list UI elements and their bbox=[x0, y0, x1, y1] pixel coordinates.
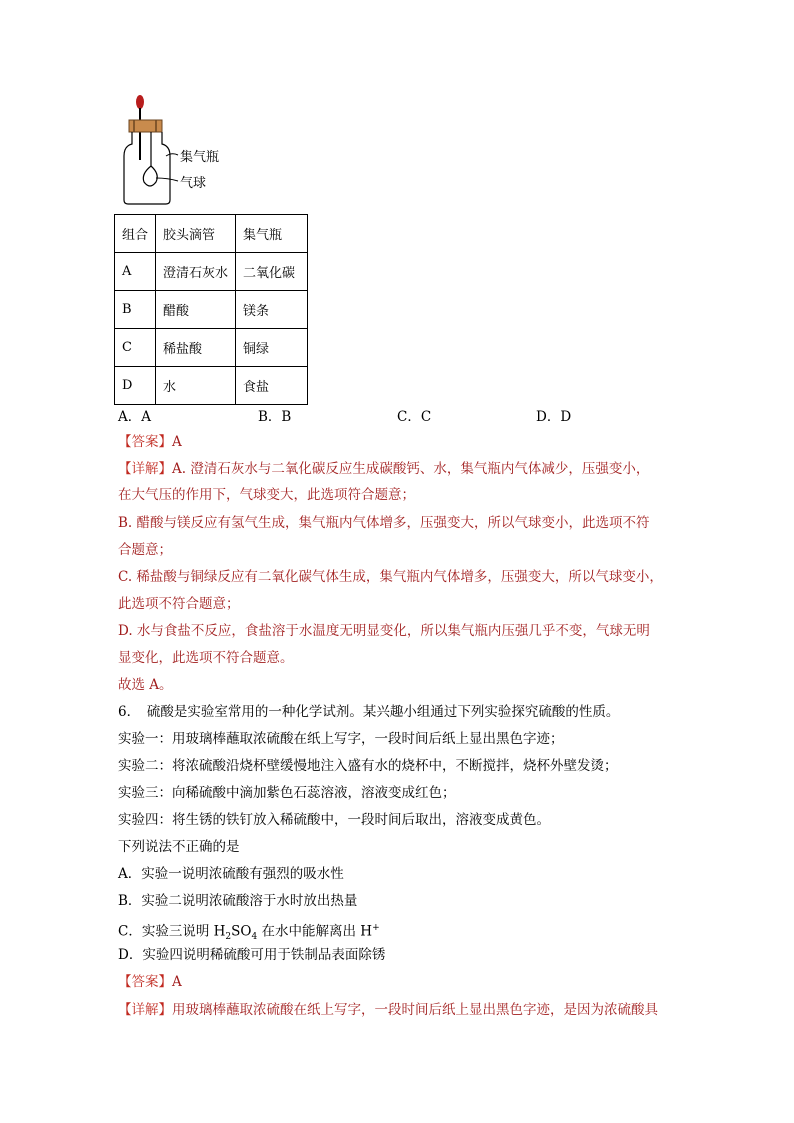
detail-line: 合题意； bbox=[118, 542, 172, 558]
table-cell: 食盐 bbox=[236, 367, 308, 405]
table-header-cell: 集气瓶 bbox=[236, 215, 308, 253]
table-row bbox=[115, 367, 308, 405]
detail-text: 用玻璃棒蘸取浓硫酸在纸上写字，一段时间后纸上显出黑色字迹，是因为浓硫酸具 bbox=[172, 1002, 658, 1018]
label-balloon: 气球 bbox=[180, 176, 207, 191]
bottle-outline bbox=[124, 132, 170, 204]
q6-option-a: A．实验一说明浓硫酸有强烈的吸水性 bbox=[118, 866, 344, 882]
detail-line: B. 醋酸与镁反应有氢气生成，集气瓶内气体增多，压强变大，所以气球变小，此选项不符 bbox=[118, 515, 650, 531]
table-cell: 稀盐酸 bbox=[156, 329, 236, 367]
detail-text: A. 澄清石灰水与二氧化碳反应生成碳酸钙、水，集气瓶内气体减少，压强变小， bbox=[172, 461, 650, 477]
detail-line: D. 水与食盐不反应，食盐溶于水温度无明显变化，所以集气瓶内压强几乎不变，气球无明 bbox=[118, 623, 650, 639]
superscript: + bbox=[372, 923, 380, 933]
table-cell: B bbox=[115, 291, 156, 329]
experiment-3: 实验三：向稀硫酸中滴加紫色石蕊溶液，溶液变成红色； bbox=[118, 785, 456, 801]
detail-line: 在大气压的作用下，气球变大，此选项符合题意； bbox=[118, 487, 415, 503]
option-b: B．B bbox=[258, 409, 292, 425]
detail-tag: 【详解】 bbox=[118, 461, 172, 477]
balloon bbox=[143, 166, 157, 186]
answer-value: A bbox=[172, 974, 182, 990]
table-cell: D bbox=[115, 367, 156, 405]
table-header-row bbox=[115, 215, 308, 253]
q6-option-c-text: 在水中能解离出 H bbox=[257, 923, 373, 940]
table-header-cell: 组合 bbox=[115, 215, 156, 253]
question-6-stem: 6． 硫酸是实验室常用的一种化学试剂。某兴趣小组通过下列实验探究硫酸的性质。 bbox=[118, 704, 620, 720]
experiment-1: 实验一：用玻璃棒蘸取浓硫酸在纸上写字，一段时间后纸上显出黑色字迹； bbox=[118, 731, 564, 747]
table-row bbox=[115, 253, 308, 291]
table-row bbox=[115, 329, 308, 367]
table-cell: 镁条 bbox=[236, 291, 308, 329]
detail-line: C. 稀盐酸与铜绿反应有二氧化碳气体生成，集气瓶内气体增多，压强变大，所以气球变小， bbox=[118, 569, 663, 585]
option-d: D．D bbox=[536, 409, 572, 425]
dropper-bulb bbox=[136, 95, 144, 109]
table-cell: 澄清石灰水 bbox=[156, 253, 236, 291]
q6-option-b: B．实验二说明浓硫酸溶于水时放出热量 bbox=[118, 893, 358, 909]
table-header-cell: 胶头滴管 bbox=[156, 215, 236, 253]
combination-table bbox=[114, 214, 308, 405]
q6-detail-line bbox=[118, 1000, 658, 1020]
q6-option-c-text: C．实验三说明 H bbox=[118, 923, 226, 940]
label-gas-bottle: 集气瓶 bbox=[180, 150, 220, 165]
conclusion-line: 故选 A。 bbox=[118, 677, 173, 693]
q6-option-c-text: SO bbox=[231, 923, 252, 940]
answer-tag: 【答案】 bbox=[118, 434, 172, 450]
experiment-4: 实验四：将生锈的铁钉放入稀硫酸中，一段时间后取出，溶液变成黄色。 bbox=[118, 812, 550, 828]
detail-tag: 【详解】 bbox=[118, 1002, 172, 1018]
q6-answer-line bbox=[118, 972, 182, 992]
experiment-2: 实验二：将浓硫酸沿烧杯壁缓慢地注入盛有水的烧杯中，不断搅拌，烧杯外壁发烫； bbox=[118, 758, 618, 774]
table-cell: C bbox=[115, 329, 156, 367]
detail-line: 此选项不符合题意； bbox=[118, 596, 240, 612]
option-a: A．A bbox=[118, 409, 151, 425]
apparatus-figure bbox=[120, 92, 270, 207]
q6-option-d: D．实验四说明稀硫酸可用于铁制品表面除锈 bbox=[118, 947, 386, 963]
subscript: 4 bbox=[251, 932, 258, 943]
answer-tag: 【答案】 bbox=[118, 974, 172, 990]
question-prompt: 下列说法不正确的是 bbox=[118, 839, 240, 855]
table-row bbox=[115, 291, 308, 329]
answer-line bbox=[118, 432, 182, 452]
table-cell: 水 bbox=[156, 367, 236, 405]
option-c: C．C bbox=[397, 409, 432, 425]
detail-line: 显变化，此选项不符合题意。 bbox=[118, 650, 294, 666]
table-cell: 铜绿 bbox=[236, 329, 308, 367]
table-cell: 二氧化碳 bbox=[236, 253, 308, 291]
detail-line bbox=[118, 459, 649, 479]
table-cell: 醋酸 bbox=[156, 291, 236, 329]
table-cell: A bbox=[115, 253, 156, 291]
q6-option-c bbox=[118, 918, 380, 947]
answer-value: A bbox=[172, 434, 182, 450]
subscript: 2 bbox=[225, 932, 232, 943]
